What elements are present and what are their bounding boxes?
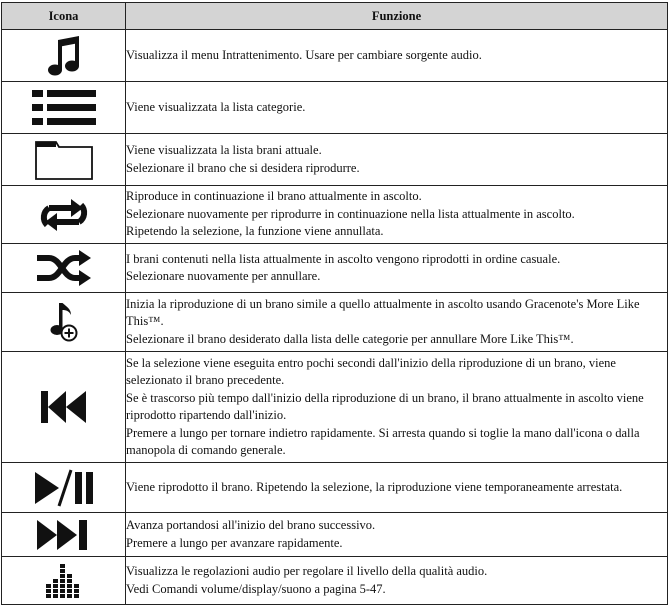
function-text: Se la selezione viene eseguita entro pochi secondi dall'inizio della riproduzione di un brano, viene selezionato il brano precedente. <box>126 355 616 387</box>
table-row <box>2 244 668 293</box>
function-cell <box>126 244 668 293</box>
function-text: Selezionare il brano desiderato dalla lista delle categorie per annullare More Like This™. <box>126 331 574 346</box>
table-row <box>2 134 668 186</box>
icon-cell <box>2 463 126 513</box>
function-text: I brani contenuti nella lista attualmente in ascolto vengono riprodotti in ordine casuale. <box>126 251 561 266</box>
function-text: Viene visualizzata la lista brani attuale. <box>126 143 322 157</box>
function-cell <box>126 463 668 513</box>
icon-cell <box>2 186 126 244</box>
function-text: Premere a lungo per tornare indietro rapidamente. Si arresta quando si toglie la mano dall'icona o dalla manopola di comando generale. <box>126 425 640 457</box>
function-text: Avanza portandosi all'inizio del brano successivo. <box>126 518 376 532</box>
table-row <box>2 293 668 352</box>
function-cell <box>126 293 668 352</box>
table-header-row <box>2 3 668 30</box>
function-cell <box>126 30 668 82</box>
table-row <box>2 513 668 557</box>
more-like-this-icon <box>49 301 79 343</box>
icon-cell <box>2 244 126 293</box>
function-text: Selezionare nuovamente per annullare. <box>126 269 321 283</box>
table-row <box>2 30 668 82</box>
function-text: Selezionare il brano che si desidera riprodurre. <box>126 160 360 175</box>
previous-track-icon <box>39 389 89 425</box>
function-cell <box>126 186 668 244</box>
function-text: Viene riprodotto il brano. Ripetendo la selezione, la riproduzione viene temporaneamente arrestata. <box>126 479 623 494</box>
folder-icon <box>34 139 94 181</box>
shuffle-icon <box>35 250 93 286</box>
function-text: Vedi Comandi volume/display/suono a pagina 5-47. <box>126 581 386 596</box>
next-track-icon <box>35 518 93 552</box>
table-row <box>2 557 668 605</box>
function-text: Inizia la riproduzione di un brano simile a quello attualmente in ascolto usando Gracenote's More Like This™. <box>126 296 640 329</box>
function-cell <box>126 82 668 134</box>
equalizer-icon <box>44 562 84 600</box>
function-cell <box>126 513 668 557</box>
function-text: Visualizza il menu Intrattenimento. Usare per cambiare sorgente audio. <box>126 47 482 62</box>
list-icon <box>32 89 96 127</box>
music-note-icon <box>44 34 84 78</box>
function-text: Viene visualizzata la lista categorie. <box>126 99 306 114</box>
table-row <box>2 82 668 134</box>
icon-cell <box>2 557 126 605</box>
function-text: Visualizza le regolazioni audio per regolare il livello della qualità audio. <box>126 564 488 578</box>
play-pause-icon <box>33 468 95 508</box>
table-row <box>2 186 668 244</box>
header-function: Funzione <box>126 3 668 30</box>
function-text: Riproduce in continuazione il brano attualmente in ascolto. <box>126 189 422 204</box>
function-text: Ripetendo la selezione, la funzione viene annullata. <box>126 224 384 239</box>
function-cell <box>126 134 668 186</box>
function-text: Premere a lungo per avanzare rapidamente. <box>126 535 343 550</box>
icon-cell <box>2 352 126 463</box>
icon-function-table <box>1 2 668 605</box>
icon-cell <box>2 82 126 134</box>
table-row <box>2 463 668 513</box>
icon-cell <box>2 134 126 186</box>
icon-cell <box>2 293 126 352</box>
function-text: Se è trascorso più tempo dall'inizio della riproduzione di un brano, il brano attualmente in ascolto viene riprodotto ripartendo dall'inizio. <box>126 390 644 422</box>
repeat-icon <box>37 195 91 235</box>
header-icon: Icona <box>2 3 126 30</box>
function-cell <box>126 352 668 463</box>
function-cell <box>126 557 668 605</box>
icon-cell <box>2 30 126 82</box>
table-row <box>2 352 668 463</box>
icon-cell <box>2 513 126 557</box>
function-text: Selezionare nuovamente per riprodurre in continuazione nella lista attualmente in ascolto. <box>126 206 575 221</box>
